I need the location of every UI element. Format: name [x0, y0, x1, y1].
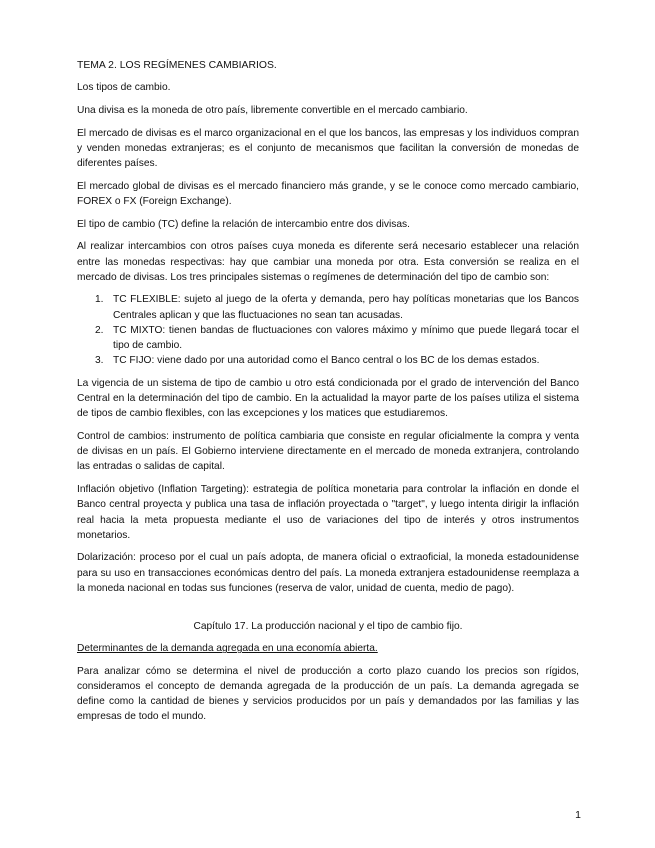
list-text: TC MIXTO: tienen bandas de fluctuaciones con valores máximo y mínimo que puede llegará tocar el tipo de cambio. — [113, 324, 579, 352]
page-number: 1 — [575, 809, 581, 821]
document-page — [77, 58, 579, 732]
section-subtitle: Los tipos de cambio. — [77, 82, 171, 94]
paragraph-inflacion-objetivo: Inflación objetivo (Inflation Targeting): estrategia de política monetaria para controlar la inflación en donde el Banco central proyecta y publica una tasa de inflación proyectada o "target", y luego intenta dirigir la inflación real hacia la meta propuesta mediante el uso de variaciones del tipo de interés y otros instrumentos monetarios. — [77, 484, 579, 541]
paragraph-tipo-cambio: El tipo de cambio (TC) define la relación de intercambio entre dos divisas. — [77, 218, 410, 230]
paragraph-mercado-global: El mercado global de divisas es el mercado financiero más grande, y se le conoce como mercado cambiario, FOREX o FX (Foreign Exchange). — [77, 180, 579, 207]
paragraph-mercado-divisas: El mercado de divisas es el marco organizacional en el que los bancos, las empresas y los individuos compran y venden monedas extranjeras; es el conjunto de mecanismos que facilitan la conversión de monedas de diferentes países. — [77, 127, 579, 170]
paragraph-control-cambios: Control de cambios: instrumento de política cambiaria que consiste en regular oficialmente la compra y venta de divisas en un país. El Gobierno interviene directamente en el mercado de moneda extranjera, controlando las entradas o salidas de capital. — [77, 431, 579, 473]
chapter-title: Capítulo 17. La producción nacional y el tipo de cambio fijo. — [193, 621, 463, 633]
list-item — [77, 353, 579, 368]
paragraph-divisa: Una divisa es la moneda de otro país, libremente convertible en el mercado cambiario. — [77, 104, 468, 116]
list-item — [77, 292, 579, 322]
exchange-regimes-list — [77, 292, 579, 368]
list-item — [77, 323, 579, 353]
list-text: TC FLEXIBLE: sujeto al juego de la oferta y demanda, pero hay políticas monetarias que los Bancos Centrales aplican y que las fluctuaciones no sean tan acusadas. — [113, 294, 579, 321]
section-heading: Determinantes de la demanda agregada en una economía abierta. — [77, 643, 378, 655]
paragraph-demanda-agregada: Para analizar cómo se determina el nivel de producción a corto plazo cuando los precios son rígidos, consideramos el concepto de demanda agregada de la producción de un país. La demanda agregada se define como la cantidad de bienes y servicios producidos por un país y demandados por las familias y las empresas de todo el mundo. — [77, 665, 579, 723]
list-text: TC FIJO: viene dado por una autoridad como el Banco central o los BC de los demas estados. — [113, 355, 540, 367]
paragraph-vigencia: La vigencia de un sistema de tipo de cambio u otro está condicionada por el grado de intervención del Banco Central en la determinación del tipo de cambio. En la actualidad la mayor parte de los países utiliza el sistema de tipos de cambio flexibles, con las excepciones y los matices que estudiaremos. — [77, 377, 579, 420]
list-number: 2. — [95, 324, 104, 336]
paragraph-dolarizacion: Dolarización: proceso por el cual un país adopta, de manera oficial o extraoficial, la moneda estadounidense para su uso en transacciones económicas dentro del país. La moneda extranjera estadounidense reemplaza a la moneda nacional en todas sus funciones (reserva de valor, unidad de cuenta, medio de pago). — [77, 552, 579, 594]
list-number: 1. — [95, 294, 104, 306]
list-number: 3. — [95, 355, 104, 367]
document-title: TEMA 2. LOS REGÍMENES CAMBIARIOS. — [77, 60, 277, 71]
paragraph-intercambios: Al realizar intercambios con otros países cuya moneda es diferente será necesario establecer una relación entre las monedas respectivas: hay que cambiar una moneda por otra. Esta conversión se realiza en el mercado de divisas. Los tres principales sistemas o regímenes de determinación del tipo de cambio son: — [77, 241, 579, 283]
